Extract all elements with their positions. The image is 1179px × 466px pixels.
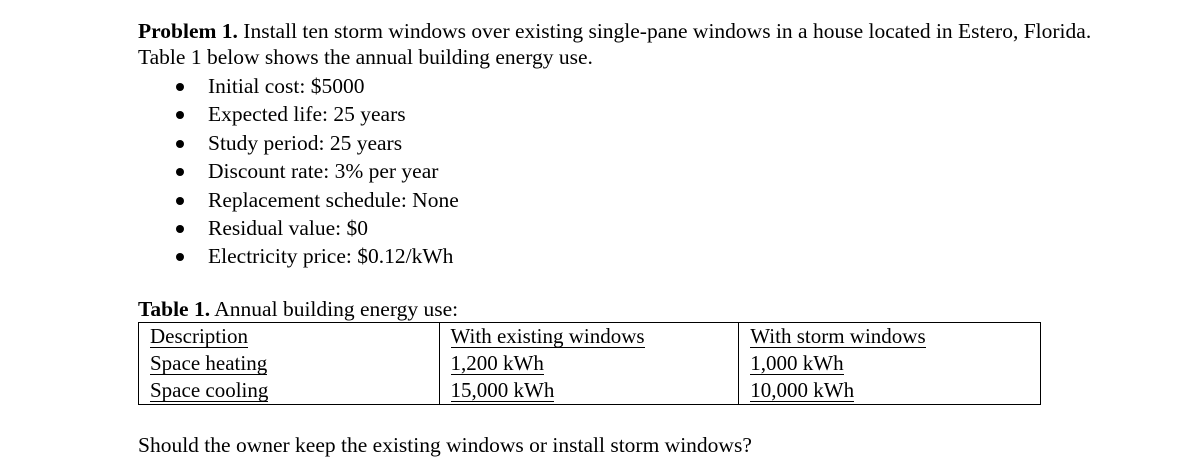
row-description: Space cooling <box>150 378 269 402</box>
bullet-icon <box>176 197 184 205</box>
row-description: Space heating <box>150 351 268 375</box>
header-storm-windows: With storm windows <box>750 324 926 348</box>
list-item-text: Residual value: $0 <box>208 215 369 240</box>
list-item <box>138 186 459 214</box>
problem-label: Problem 1. <box>138 19 238 43</box>
list-item <box>138 129 459 157</box>
table-caption-label: Table 1. <box>138 297 211 321</box>
table-header-cell <box>139 323 440 351</box>
question-text: Should the owner keep the existing windows or install storm windows? <box>138 433 752 457</box>
bullet-icon <box>176 225 184 233</box>
bullet-icon <box>176 168 184 176</box>
row-storm-value: 1,000 kWh <box>750 351 844 375</box>
list-item-text: Electricity price: $0.12/kWh <box>208 244 454 269</box>
table-cell <box>139 350 440 377</box>
table-row <box>139 350 1041 377</box>
row-existing-value: 1,200 kWh <box>450 351 544 375</box>
table-row <box>139 377 1041 405</box>
table-cell <box>439 377 739 405</box>
table-cell <box>439 350 739 377</box>
header-description: Description <box>150 324 248 348</box>
row-existing-value: 15,000 kWh <box>450 378 555 402</box>
list-item-text: Discount rate: 3% per year <box>208 159 439 184</box>
header-existing-windows: With existing windows <box>450 324 645 348</box>
table-caption <box>138 296 458 322</box>
list-item <box>138 72 459 100</box>
bullet-icon <box>176 253 184 261</box>
parameters-list <box>138 72 459 271</box>
bullet-icon <box>176 83 184 91</box>
list-item <box>138 242 459 270</box>
table-cell <box>739 377 1041 405</box>
list-item-text: Expected life: 25 years <box>208 102 406 127</box>
bullet-icon <box>176 111 184 119</box>
table-header-cell <box>439 323 739 351</box>
table-cell <box>139 377 440 405</box>
table-caption-text: Annual building energy use: <box>210 297 459 321</box>
energy-use-table <box>138 322 1041 405</box>
row-storm-value: 10,000 kWh <box>750 378 855 402</box>
bullet-icon <box>176 140 184 148</box>
problem-text: Install ten storm windows over existing single-pane windows in a house located in Estero, Florida. Table 1 below shows the annual building energy use. <box>138 19 1092 69</box>
problem-statement <box>138 18 1138 70</box>
list-item <box>138 157 459 185</box>
list-item-text: Study period: 25 years <box>208 130 403 155</box>
table-header-cell <box>739 323 1041 351</box>
list-item <box>138 214 459 242</box>
table-cell <box>739 350 1041 377</box>
list-item-text: Replacement schedule: None <box>208 187 459 212</box>
list-item <box>138 100 459 128</box>
list-item-text: Initial cost: $5000 <box>208 74 365 98</box>
table-header-row <box>139 323 1041 351</box>
